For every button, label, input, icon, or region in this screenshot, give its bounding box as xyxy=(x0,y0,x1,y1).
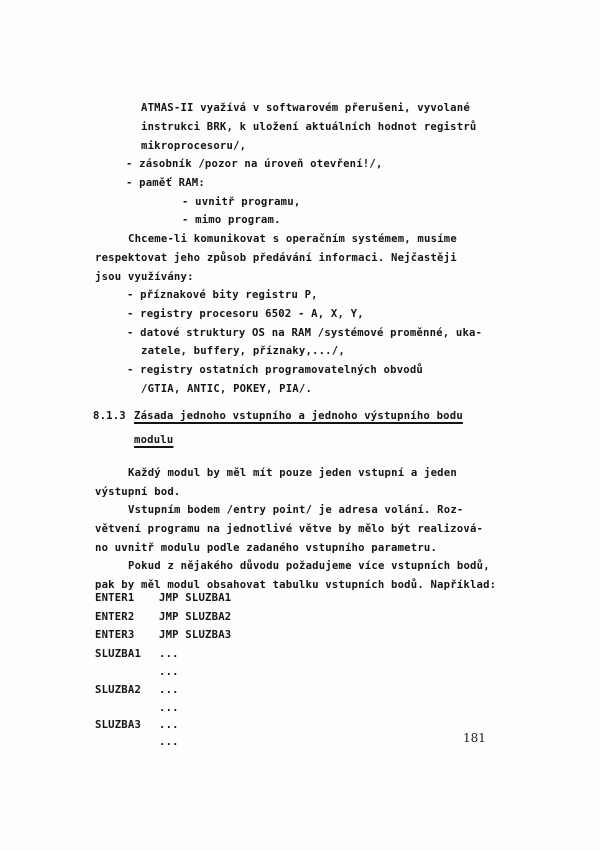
text-line: instrukci BRK, k uložení aktuálních hodnot registrů xyxy=(141,121,477,133)
code-op: ... xyxy=(159,666,179,678)
text-line: Vstupním bodem /entry point/ je adresa volání. Roz- xyxy=(128,504,464,516)
text-line: pak by měl modul obsahovat tabulku vstupních bodů. Například: xyxy=(95,579,497,591)
text-line: Chceme-li komunikovat s operačním systémem, musíme xyxy=(128,233,457,245)
text-line: no uvnitř modulu podle zadaného vstupního parametru. xyxy=(95,542,438,554)
code-op: JMP SLUZBA1 xyxy=(159,592,232,604)
code-op: ... xyxy=(159,719,179,731)
code-label: ENTER3 xyxy=(95,629,135,641)
text-line: /GTIA, ANTIC, POKEY, PIA/. xyxy=(141,383,313,395)
text-line: jsou využívány: xyxy=(95,271,194,283)
code-op: ... xyxy=(159,684,179,696)
text-line: výstupní bod. xyxy=(95,486,181,498)
code-label: SLUZBA1 xyxy=(95,648,142,660)
section-number: 8.1.3 xyxy=(93,410,126,422)
text-line: mikroprocesoru/, xyxy=(141,140,247,152)
list-item: - zásobník /pozor na úroveň otevření!/, xyxy=(126,158,383,170)
code-op: JMP SLUZBA2 xyxy=(159,611,232,623)
list-item: - uvnitř programu, xyxy=(182,196,301,208)
page-number: 181 xyxy=(463,731,486,745)
list-item: - registry procesoru 6502 - A, X, Y, xyxy=(127,308,364,320)
text-line: respektovat jeho způsob předávání informaci. Nejčastěji xyxy=(95,252,457,264)
section-heading: Zásada jednoho vstupního a jednoho výstupního bodu xyxy=(134,410,463,422)
code-label: ENTER2 xyxy=(95,611,135,623)
text-line: Pokud z nějakého důvodu požadujeme více vstupních bodů, xyxy=(128,560,490,572)
code-op: ... xyxy=(159,736,179,748)
code-op: ... xyxy=(159,702,179,714)
section-heading: modulu xyxy=(134,434,174,446)
code-op: ... xyxy=(159,648,179,660)
list-item: - registry ostatních programovatelných obvodů xyxy=(127,364,424,376)
list-item: - mimo program. xyxy=(182,214,281,226)
code-label: SLUZBA3 xyxy=(95,719,142,731)
code-label: SLUZBA2 xyxy=(95,684,142,696)
text-line: zatele, buffery, příznaky,.../, xyxy=(141,345,345,357)
code-op: JMP SLUZBA3 xyxy=(159,629,232,641)
list-item: - datové struktury OS na RAM /systémové proměnné, uka- xyxy=(127,327,483,339)
text-line: ATMAS-II vyažívá v softwarovém přerušeni, vyvolané xyxy=(141,102,470,114)
code-label: ENTER1 xyxy=(95,592,135,604)
text-line: větvení programu na jednotlivé větve by mělo být realizová- xyxy=(95,523,484,535)
list-item: - paměť RAM: xyxy=(126,177,205,189)
list-item: - příznakové bity registru P, xyxy=(127,289,318,301)
text-line: Každý modul by měl mít pouze jeden vstupní a jeden xyxy=(128,467,457,479)
